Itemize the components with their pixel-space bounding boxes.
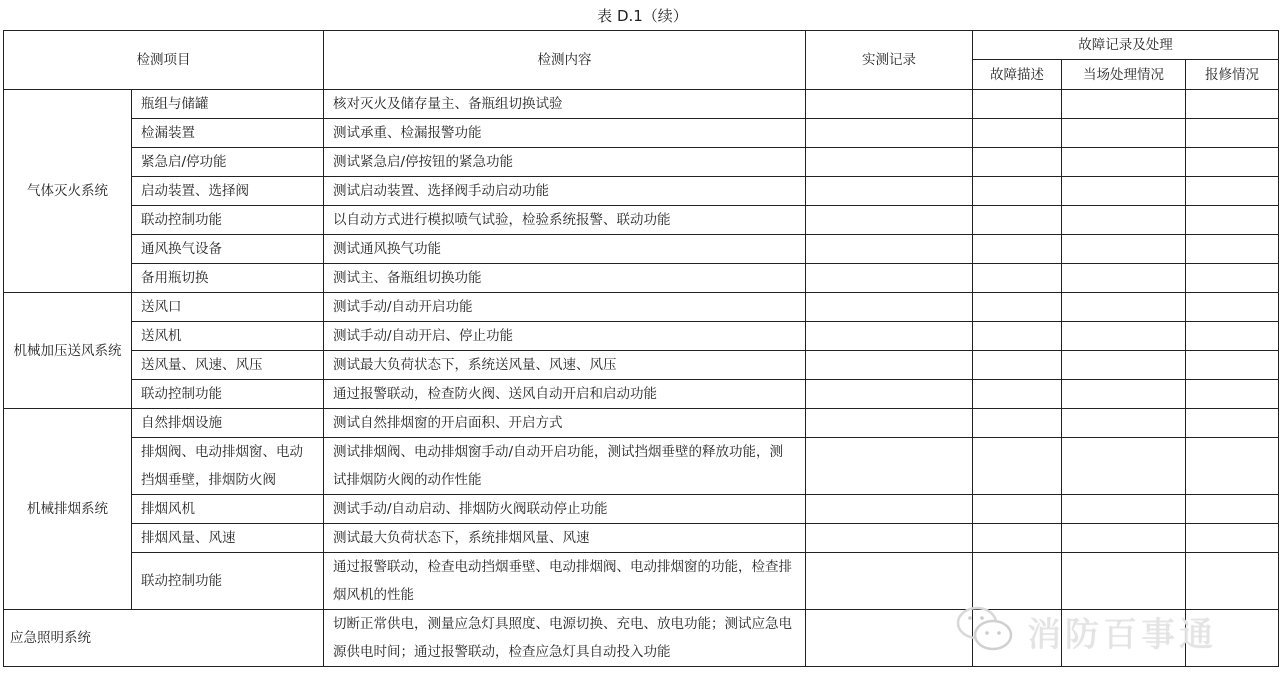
record-cell[interactable] <box>806 177 973 206</box>
header-fault-desc: 故障描述 <box>973 60 1062 90</box>
system-cell: 气体灭火系统 <box>4 90 132 293</box>
table-row <box>4 90 1279 119</box>
fault-desc-cell[interactable] <box>973 148 1062 177</box>
onsite-cell[interactable] <box>1062 264 1186 293</box>
fault-desc-cell[interactable] <box>973 380 1062 409</box>
repair-cell[interactable] <box>1186 119 1279 148</box>
header-record: 实测记录 <box>806 31 973 90</box>
fault-desc-cell[interactable] <box>973 495 1062 524</box>
onsite-cell[interactable] <box>1062 235 1186 264</box>
table-row <box>4 206 1279 235</box>
record-cell[interactable] <box>806 235 973 264</box>
onsite-cell[interactable] <box>1062 495 1186 524</box>
onsite-cell[interactable] <box>1062 293 1186 322</box>
repair-cell[interactable] <box>1186 495 1279 524</box>
system-cell: 机械排烟系统 <box>4 409 132 610</box>
fault-desc-cell[interactable] <box>973 351 1062 380</box>
record-cell[interactable] <box>806 148 973 177</box>
table-row <box>4 148 1279 177</box>
content-cell: 测试自然排烟窗的开启面积、开启方式 <box>324 409 806 438</box>
table-row <box>4 119 1279 148</box>
item-cell: 自然排烟设施 <box>132 409 324 438</box>
fault-desc-cell[interactable] <box>973 553 1062 610</box>
repair-cell[interactable] <box>1186 438 1279 495</box>
item-cell: 送风口 <box>132 293 324 322</box>
table-row <box>4 177 1279 206</box>
onsite-cell[interactable] <box>1062 177 1186 206</box>
table-row <box>4 380 1279 409</box>
repair-cell[interactable] <box>1186 322 1279 351</box>
fault-desc-cell[interactable] <box>973 293 1062 322</box>
onsite-cell[interactable] <box>1062 119 1186 148</box>
fault-desc-cell[interactable] <box>973 235 1062 264</box>
content-cell: 测试手动/自动开启功能 <box>324 293 806 322</box>
table-row <box>4 438 1279 495</box>
content-cell: 核对灭火及储存量主、备瓶组切换试验 <box>324 90 806 119</box>
repair-cell[interactable] <box>1186 293 1279 322</box>
fault-desc-cell[interactable] <box>973 438 1062 495</box>
system-cell: 应急照明系统 <box>4 610 324 667</box>
table-row <box>4 322 1279 351</box>
item-cell: 排烟风量、风速 <box>132 524 324 553</box>
record-cell[interactable] <box>806 409 973 438</box>
item-cell: 排烟阀、电动排烟窗、电动挡烟垂壁，排烟防火阀 <box>132 438 324 495</box>
record-cell[interactable] <box>806 293 973 322</box>
item-cell: 联动控制功能 <box>132 553 324 610</box>
onsite-cell[interactable] <box>1062 524 1186 553</box>
fault-desc-cell[interactable] <box>973 119 1062 148</box>
repair-cell[interactable] <box>1186 206 1279 235</box>
record-cell[interactable] <box>806 524 973 553</box>
record-cell[interactable] <box>806 119 973 148</box>
item-cell: 通风换气设备 <box>132 235 324 264</box>
onsite-cell[interactable] <box>1062 351 1186 380</box>
item-cell: 检漏装置 <box>132 119 324 148</box>
repair-cell[interactable] <box>1186 409 1279 438</box>
repair-cell[interactable] <box>1186 264 1279 293</box>
content-cell: 测试紧急启/停按钮的紧急功能 <box>324 148 806 177</box>
table-row <box>4 235 1279 264</box>
fault-desc-cell[interactable] <box>973 177 1062 206</box>
watermark-text: 消防百事通 <box>1027 614 1217 655</box>
content-cell: 测试最大负荷状态下，系统送风量、风速、风压 <box>324 351 806 380</box>
fault-desc-cell[interactable] <box>973 524 1062 553</box>
onsite-cell[interactable] <box>1062 90 1186 119</box>
content-cell: 测试启动装置、选择阀手动启动功能 <box>324 177 806 206</box>
header-onsite: 当场处理情况 <box>1062 60 1186 90</box>
content-cell: 测试手动/自动启动、排烟防火阀联动停止功能 <box>324 495 806 524</box>
fault-desc-cell[interactable] <box>973 206 1062 235</box>
record-cell[interactable] <box>806 610 973 667</box>
onsite-cell[interactable] <box>1062 409 1186 438</box>
repair-cell[interactable] <box>1186 610 1279 667</box>
content-cell: 测试排烟阀、电动排烟窗手动/自动开启功能，测试挡烟垂壁的释放功能，测试排烟防火阀的动作性能 <box>324 438 806 495</box>
table-row <box>4 610 1279 667</box>
table-row <box>4 553 1279 610</box>
onsite-cell[interactable] <box>1062 553 1186 610</box>
table-row <box>4 264 1279 293</box>
item-cell: 备用瓶切换 <box>132 264 324 293</box>
repair-cell[interactable] <box>1186 177 1279 206</box>
inspection-table <box>3 30 1279 667</box>
header-content: 检测内容 <box>324 31 806 90</box>
repair-cell[interactable] <box>1186 380 1279 409</box>
fault-desc-cell[interactable] <box>973 610 1062 667</box>
repair-cell[interactable] <box>1186 90 1279 119</box>
record-cell[interactable] <box>806 322 973 351</box>
repair-cell[interactable] <box>1186 148 1279 177</box>
item-cell: 送风量、风速、风压 <box>132 351 324 380</box>
record-cell[interactable] <box>806 438 973 495</box>
item-cell: 紧急启/停功能 <box>132 148 324 177</box>
repair-cell[interactable] <box>1186 553 1279 610</box>
fault-desc-cell[interactable] <box>973 90 1062 119</box>
record-cell[interactable] <box>806 380 973 409</box>
record-cell[interactable] <box>806 351 973 380</box>
item-cell: 联动控制功能 <box>132 380 324 409</box>
record-cell[interactable] <box>806 90 973 119</box>
content-cell: 测试承重、检漏报警功能 <box>324 119 806 148</box>
fault-desc-cell[interactable] <box>973 409 1062 438</box>
content-cell: 测试手动/自动开启、停止功能 <box>324 322 806 351</box>
table-row <box>4 495 1279 524</box>
table-row <box>4 293 1279 322</box>
onsite-cell[interactable] <box>1062 380 1186 409</box>
content-cell: 通过报警联动，检查防火阀、送风自动开启和启动功能 <box>324 380 806 409</box>
record-cell[interactable] <box>806 264 973 293</box>
table-title: 表 D.1（续） <box>597 7 688 25</box>
repair-cell[interactable] <box>1186 235 1279 264</box>
content-cell: 测试通风换气功能 <box>324 235 806 264</box>
record-cell[interactable] <box>806 553 973 610</box>
record-cell[interactable] <box>806 495 973 524</box>
header-repair: 报修情况 <box>1186 60 1279 90</box>
item-cell: 瓶组与储罐 <box>132 90 324 119</box>
system-cell: 机械加压送风系统 <box>4 293 132 409</box>
onsite-cell[interactable] <box>1062 206 1186 235</box>
fault-desc-cell[interactable] <box>973 264 1062 293</box>
item-cell: 启动装置、选择阀 <box>132 177 324 206</box>
repair-cell[interactable] <box>1186 524 1279 553</box>
onsite-cell[interactable] <box>1062 148 1186 177</box>
onsite-cell[interactable] <box>1062 438 1186 495</box>
record-cell[interactable] <box>806 206 973 235</box>
header-item: 检测项目 <box>4 31 324 90</box>
fault-desc-cell[interactable] <box>973 322 1062 351</box>
onsite-cell[interactable] <box>1062 322 1186 351</box>
content-cell: 通过报警联动，检查电动挡烟垂壁、电动排烟阀、电动排烟窗的功能，检查排烟风机的性能 <box>324 553 806 610</box>
content-cell: 测试最大负荷状态下，系统排烟风量、风速 <box>324 524 806 553</box>
table-row <box>4 524 1279 553</box>
table-row <box>4 409 1279 438</box>
repair-cell[interactable] <box>1186 351 1279 380</box>
content-cell: 切断正常供电，测量应急灯具照度、电源切换、充电、放电功能；测试应急电源供电时间；通过报警联动，检查应急灯具自动投入功能 <box>324 610 806 667</box>
item-cell: 联动控制功能 <box>132 206 324 235</box>
item-cell: 送风机 <box>132 322 324 351</box>
content-cell: 测试主、备瓶组切换功能 <box>324 264 806 293</box>
onsite-cell[interactable] <box>1062 610 1186 667</box>
header-fault-group: 故障记录及处理 <box>973 31 1279 60</box>
content-cell: 以自动方式进行模拟喷气试验，检验系统报警、联动功能 <box>324 206 806 235</box>
table-row <box>4 351 1279 380</box>
item-cell: 排烟风机 <box>132 495 324 524</box>
